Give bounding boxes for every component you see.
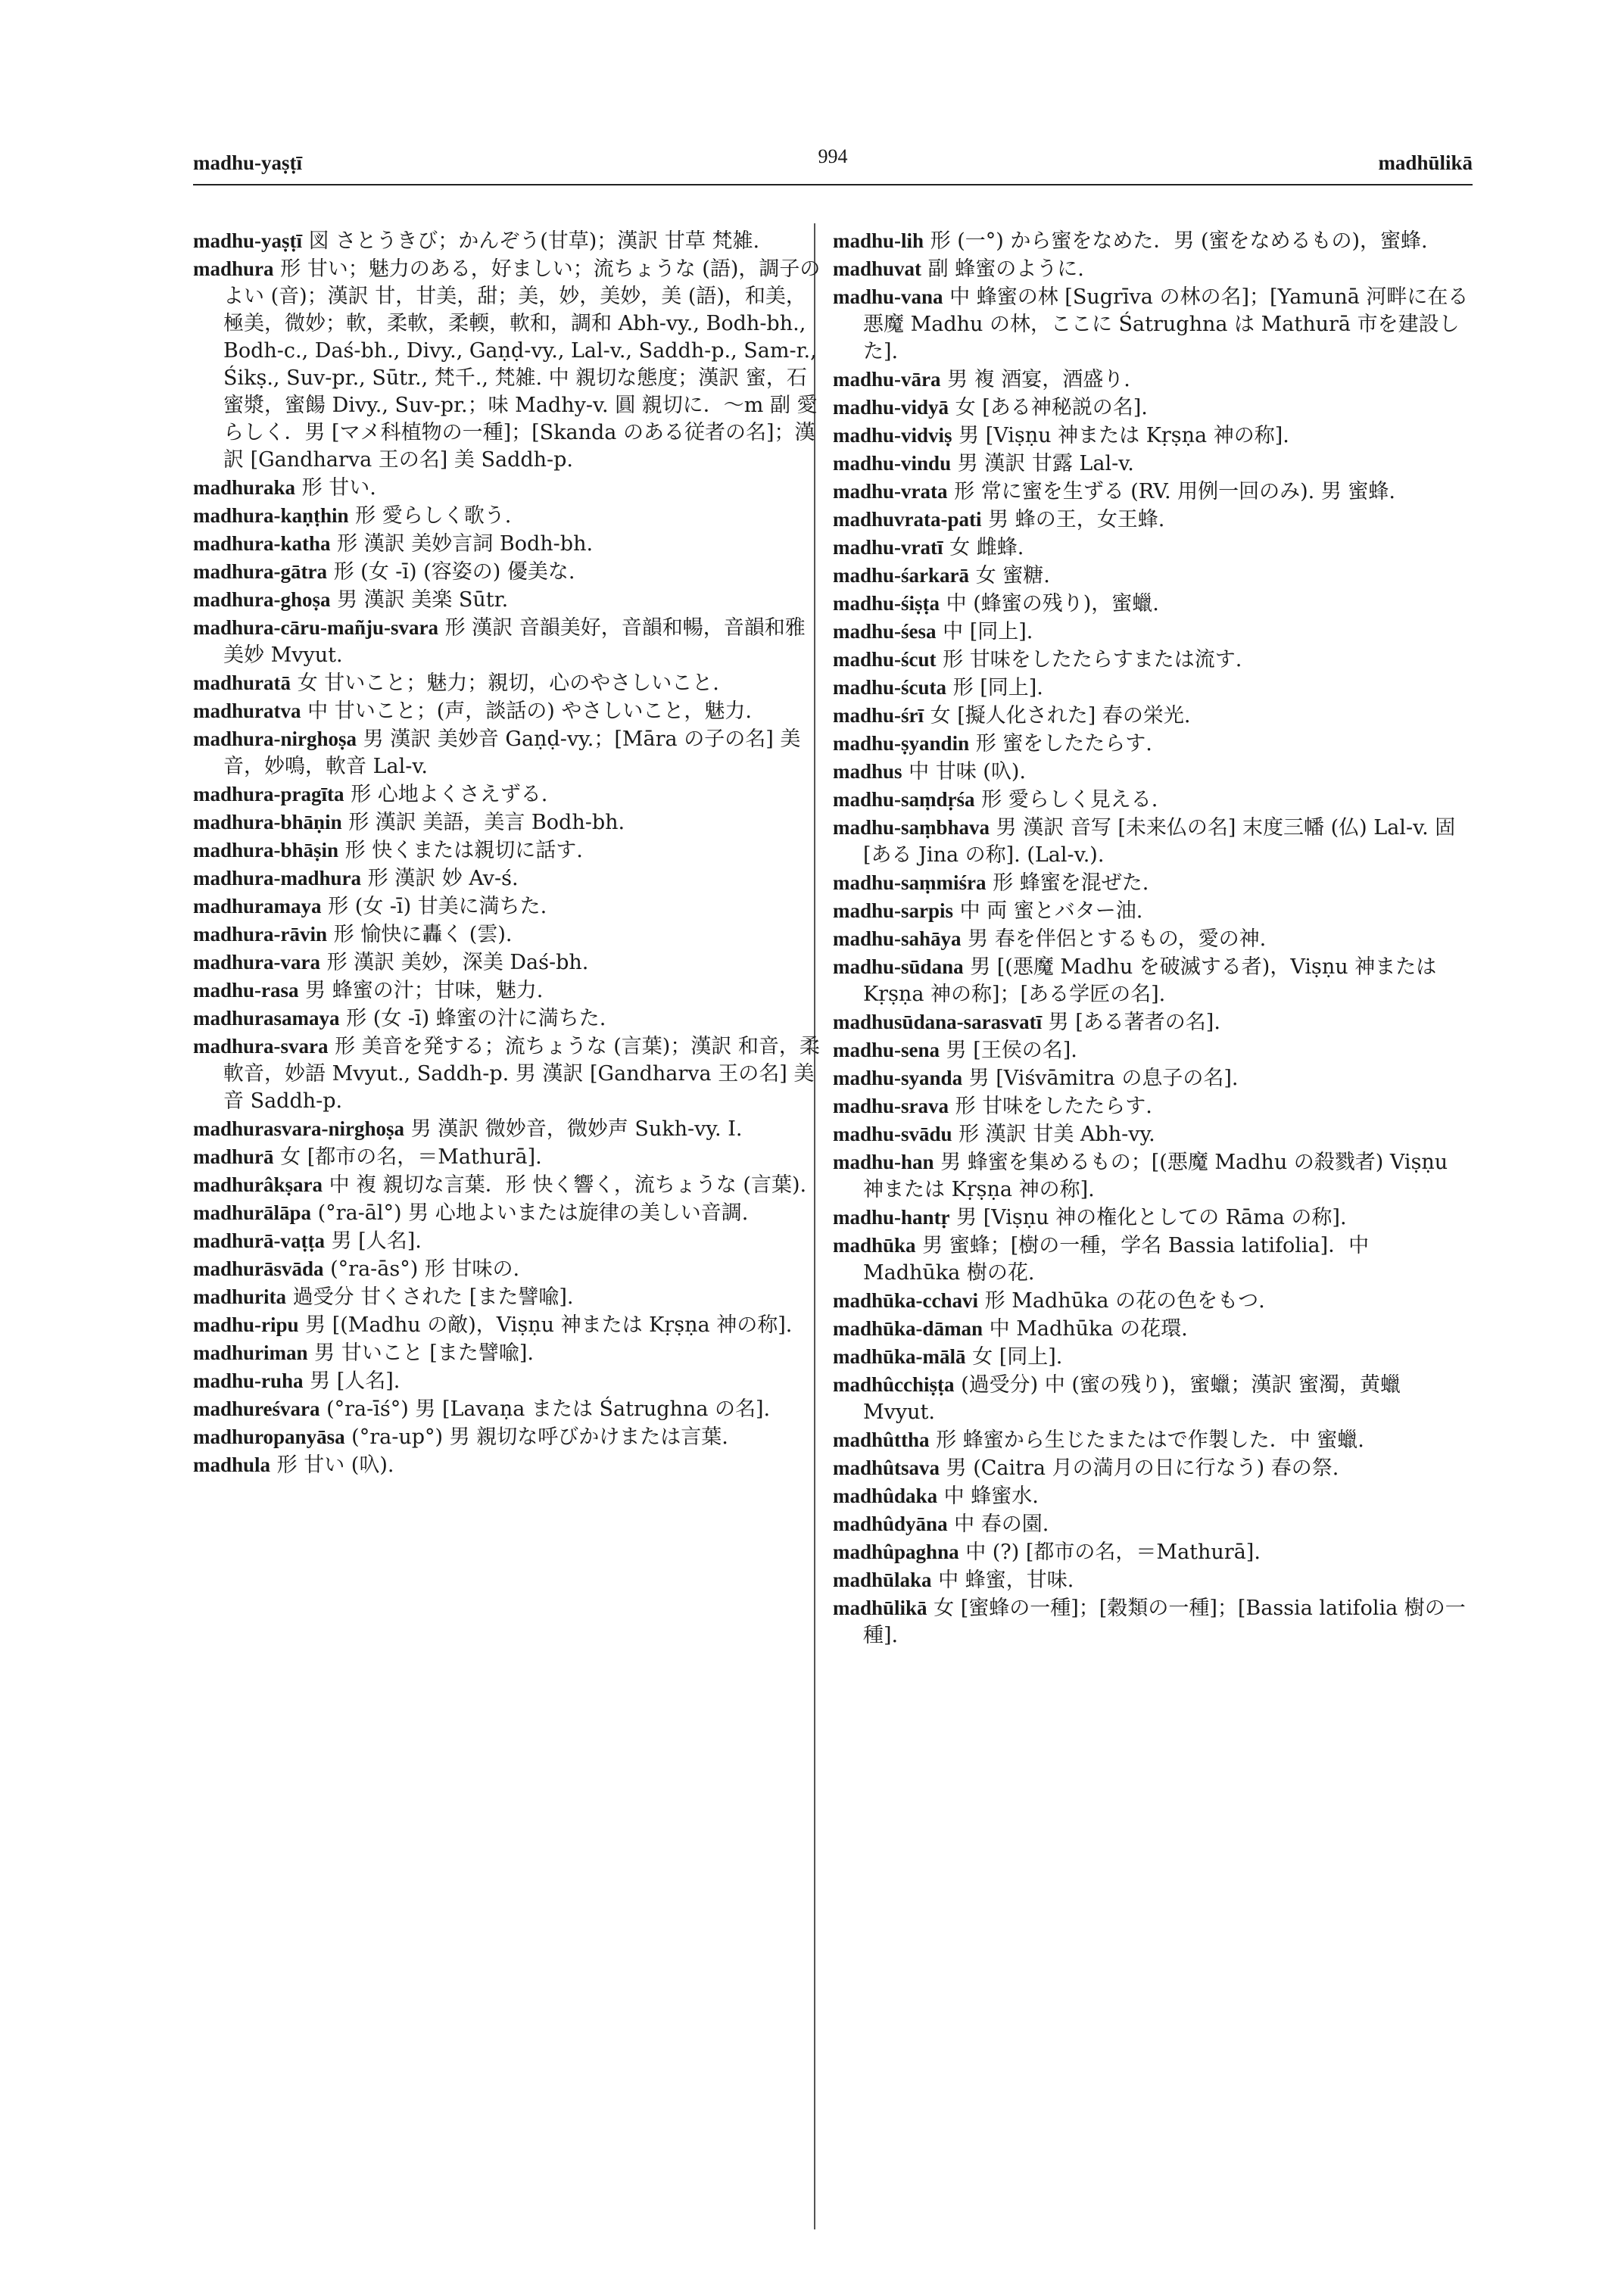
headword: madhu-han xyxy=(833,1151,934,1173)
headword: madhu-sūdana xyxy=(833,955,964,978)
definition: 男 複 酒宴，酒盛り. xyxy=(947,368,1130,391)
headword: madhu-śiṣṭa xyxy=(833,592,940,615)
definition: 男 甘いこと [また譬喩]. xyxy=(314,1341,534,1365)
definition: 男 [人名]. xyxy=(310,1369,401,1393)
headword: madhura-bhāṣin xyxy=(193,839,339,861)
headword: madhura-gātra xyxy=(193,560,327,583)
definition: 女 [都市の名，＝Mathurā]. xyxy=(280,1145,542,1169)
headword: madhura-ghoṣa xyxy=(193,588,331,611)
headword: madhûdyāna xyxy=(833,1513,948,1535)
headword: madhu-ruha xyxy=(193,1369,304,1392)
headword: madhu-ścut xyxy=(833,648,937,671)
definition: 男 蜂蜜を集めるもの；[(悪魔 Madhu の殺戮者) Viṣṇu 神または Kṛṣṇa 神の称]. xyxy=(863,1151,1448,1201)
headword: madhu-śarkarā xyxy=(833,564,970,587)
headword: madhu-srava xyxy=(833,1095,949,1117)
definition: (°ra-āl°) 男 心地よいまたは旋律の美しい音調. xyxy=(317,1201,749,1225)
dictionary-entry xyxy=(833,562,1473,590)
headword: madhurālāpa xyxy=(193,1201,312,1224)
dictionary-entry xyxy=(833,1120,1473,1148)
right-column xyxy=(833,227,1473,1650)
dictionary-entry xyxy=(193,255,821,474)
headword: madhûtsava xyxy=(833,1456,940,1479)
headword: madhuratva xyxy=(193,699,301,722)
definition: 形 甘味をしたたらすまたは流す. xyxy=(943,648,1242,671)
dictionary-entry xyxy=(193,1171,821,1199)
definition: 男 漢訳 美楽 Sūtr. xyxy=(337,588,509,612)
dictionary-entry xyxy=(193,227,821,255)
headword: madhu-vāra xyxy=(833,368,941,391)
definition: 形 [同上]. xyxy=(952,676,1043,699)
dictionary-entry xyxy=(193,977,821,1005)
headword: madhurāsvāda xyxy=(193,1257,324,1280)
dictionary-entry xyxy=(833,255,1473,283)
headword: madhura-nirghoṣa xyxy=(193,727,357,750)
definition: 図 さとうきび；かんぞう(甘草)；漢訳 甘草 梵雑. xyxy=(308,229,760,253)
headword: madhuramaya xyxy=(193,895,322,918)
dictionary-entry xyxy=(833,1538,1473,1566)
definition: 女 蜜糖. xyxy=(975,564,1050,587)
definition: 中 甘味 (叺). xyxy=(909,760,1026,784)
headword: madhu-saṃmiśra xyxy=(833,871,987,894)
definition: 形 漢訳 甘美 Abh-vy. xyxy=(959,1123,1155,1146)
page-number: 994 xyxy=(818,145,848,167)
dictionary-entry xyxy=(833,1008,1473,1036)
headword: madhu-svādu xyxy=(833,1123,952,1145)
headword: madhu-ścuta xyxy=(833,676,947,699)
definition: 形 (一°) から蜜をなめた．男 (蜜をなめるもの)，蜜蜂. xyxy=(930,229,1428,253)
dictionary-entry xyxy=(833,1036,1473,1064)
definition: 形 漢訳 美語，美言 Bodh-bh. xyxy=(348,811,625,834)
headword: madhurā-vaṭṭa xyxy=(193,1229,325,1252)
headword: madhu-vratī xyxy=(833,536,943,559)
definition: 形 (女 -ī) 甘美に満ちた. xyxy=(328,895,547,918)
dictionary-entry xyxy=(193,1367,821,1395)
dictionary-entry xyxy=(833,702,1473,730)
definition: 中 蜂蜜水. xyxy=(943,1485,1039,1508)
definition: 中 春の園. xyxy=(954,1513,1049,1536)
headword: madhu-sahāya xyxy=(833,927,962,950)
dictionary-entry xyxy=(193,1115,821,1143)
headword: madhu-vrata xyxy=(833,480,948,503)
definition: 女 [擬人化された] 春の栄光. xyxy=(930,704,1191,727)
definition: 男 漢訳 音写 [未来仏の名] 末度三幡 (仏) Lal-v. 固 [ある Jina の称]. (Lal-v.). xyxy=(863,816,1456,867)
dictionary-entry xyxy=(833,422,1473,450)
headword: madhurâkṣara xyxy=(193,1173,323,1196)
headword: madhūlaka xyxy=(833,1569,932,1591)
headword: madhu-ripu xyxy=(193,1313,299,1336)
definition: 男 漢訳 美妙音 Gaṇḍ-vy.；[Māra の子の名] 美音，妙鳴，軟音 Lal-v. xyxy=(223,727,801,778)
headword: madhurita xyxy=(193,1285,287,1308)
headword: madhura-pragīta xyxy=(193,783,344,805)
dictionary-entry xyxy=(833,590,1473,618)
headword: madhu-sarpis xyxy=(833,899,954,922)
running-head-right: madhūlikā xyxy=(1378,151,1473,174)
definition: 男 蜂蜜の汁；甘味，魅力. xyxy=(305,979,544,1002)
definition: 男 [王侯の名]. xyxy=(946,1039,1077,1062)
headword: madhura-cāru-mañju-svara xyxy=(193,616,438,639)
definition: 中 両 蜜とバター油. xyxy=(959,899,1143,923)
definition: 形 甘い. xyxy=(301,476,376,500)
definition: 男 [Viṣṇu 神または Kṛṣṇa 神の称]. xyxy=(959,424,1289,447)
dictionary-entry xyxy=(833,730,1473,758)
definition: 女 [ある神秘説の名]. xyxy=(955,396,1148,419)
dictionary-entry xyxy=(193,1283,821,1311)
running-head-left: madhu-yaṣṭī xyxy=(193,151,303,174)
dictionary-entry xyxy=(193,1255,821,1283)
headword: madhu-vidviṣ xyxy=(833,424,952,447)
headword: madhuvat xyxy=(833,257,922,280)
dictionary-entry xyxy=(833,450,1473,478)
definition: 男 春を伴侶とするもの，愛の神. xyxy=(968,927,1267,951)
dictionary-entry xyxy=(833,1343,1473,1371)
headword: madhu-vidyā xyxy=(833,396,949,419)
definition: 中 複 親切な言葉．形 快く響く，流ちょうな (言葉). xyxy=(329,1173,807,1197)
definition: 男 [(Madhu の敵)，Viṣṇu 神または Kṛṣṇa 神の称]. xyxy=(305,1313,793,1337)
dictionary-entry xyxy=(833,674,1473,702)
dictionary-entry xyxy=(193,669,821,697)
dictionary-entry xyxy=(193,1199,821,1227)
headword: madhuvrata-pati xyxy=(833,508,982,531)
dictionary-entry xyxy=(833,478,1473,506)
headword: madhu-rasa xyxy=(193,979,299,1002)
definition: 形 (女 -ī) (容姿の) 優美な. xyxy=(333,560,575,584)
definition: 形 愉快に轟く (雲). xyxy=(333,923,513,946)
headword: madhuriman xyxy=(193,1341,308,1364)
definition: 形 漢訳 美妙言詞 Bodh-bh. xyxy=(337,532,594,556)
dictionary-entry xyxy=(193,474,821,502)
headword: madhûttha xyxy=(833,1428,930,1451)
headword: madhu-yaṣṭī xyxy=(193,229,303,252)
headword: madhurā xyxy=(193,1145,274,1168)
headword: madhurasamaya xyxy=(193,1007,340,1030)
headword: madhu-śrī xyxy=(833,704,924,727)
dictionary-entry xyxy=(833,758,1473,786)
definition: 形 愛らしく見える. xyxy=(981,788,1158,812)
definition: 形 甘い；魅力のある，好ましい；流ちょうな (語)，調子のよい (音)；漢訳 甘，甘美，甜；美，妙，美妙，美 (語)，和美，極美，微妙；軟，柔軟，柔輭，軟和，調和 Abh-vy., Bodh-bh., Bodh-c., Daś-bh., Divy., Gaṇḍ-vy., Lal-v., Saddh-p., Sam-r., Śikṣ., Suv-pr., Sūtr., 梵千., 梵雑. 中 親切な態度；漢訳 蜜，石蜜漿，蜜餳 Divy., Suv-pr.；味 Madhy-v. 圓 親切に．～m 副 愛らしく．男 [マメ科植物の一種]；[Skanda のある従者の名]；漢訳 [Gandharva 王の名] 美 Saddh-p. xyxy=(223,257,821,472)
definition: 中 [同上]. xyxy=(943,620,1033,643)
dictionary-entry xyxy=(193,1339,821,1367)
dictionary-entry xyxy=(833,1204,1473,1232)
headword: madhurasvara-nirghoṣa xyxy=(193,1117,405,1140)
dictionary-entry xyxy=(193,614,821,669)
definition: 男 [Viṣṇu 神の権化としての Rāma の称]. xyxy=(956,1206,1347,1229)
headword: madhu-saṃbhava xyxy=(833,816,990,839)
definition: 男 [人名]. xyxy=(331,1229,422,1253)
headword: madhura-svara xyxy=(193,1035,329,1058)
headword: madhu-vindu xyxy=(833,452,952,475)
definition: 女 [同上]. xyxy=(972,1345,1063,1369)
dictionary-entry xyxy=(193,1227,821,1255)
dictionary-entry xyxy=(833,1426,1473,1454)
dictionary-entry xyxy=(193,865,821,893)
definition: 形 心地よくさえずる. xyxy=(351,783,548,806)
definition: 形 甘い (叺). xyxy=(276,1453,394,1477)
dictionary-entry xyxy=(193,1005,821,1033)
headword: madhūka-dāman xyxy=(833,1317,983,1340)
dictionary-entry xyxy=(833,953,1473,1008)
dictionary-entry xyxy=(193,1143,821,1171)
headword: madhu-śesa xyxy=(833,620,937,643)
dictionary-entry xyxy=(833,366,1473,394)
dictionary-entry xyxy=(193,1395,821,1423)
dictionary-entry xyxy=(193,558,821,586)
dictionary-entry xyxy=(193,808,821,837)
headword: madhūka-mālā xyxy=(833,1345,966,1368)
dictionary-entry xyxy=(833,1371,1473,1426)
headword: madhureśvara xyxy=(193,1397,320,1420)
headword: madhu-syanda xyxy=(833,1067,963,1089)
headword: madhûpaghna xyxy=(833,1541,959,1563)
definition: 男 (Caitra 月の満月の日に行なう) 春の祭. xyxy=(946,1456,1339,1480)
dictionary-entry xyxy=(833,618,1473,646)
definition: 形 Madhūka の花の色をもつ. xyxy=(984,1289,1265,1313)
dictionary-entry xyxy=(193,780,821,808)
headword: madhu-hantṛ xyxy=(833,1206,950,1229)
headword: madhula xyxy=(193,1453,271,1476)
dictionary-entry xyxy=(833,1566,1473,1594)
dictionary-entry xyxy=(833,925,1473,953)
dictionary-entry xyxy=(193,502,821,530)
headword: madhûdaka xyxy=(833,1485,938,1507)
definition: 男 漢訳 甘露 Lal-v. xyxy=(957,452,1134,475)
dictionary-entry xyxy=(833,1594,1473,1650)
definition: 男 漢訳 微妙音，微妙声 Sukh-vy. I. xyxy=(410,1117,743,1141)
dictionary-entry xyxy=(193,949,821,977)
dictionary-entry xyxy=(193,921,821,949)
definition: 形 甘味をしたたらす. xyxy=(955,1095,1152,1118)
headword: madhu-sena xyxy=(833,1039,940,1061)
dictionary-entry xyxy=(833,534,1473,562)
definition: 中 蜂蜜の林 [Sugrīva の林の名]；[Yamunā 河畔に在る悪魔 Madhu の林，ここに Śatrughna は Mathurā 市を建設した]. xyxy=(863,285,1469,363)
headword: madhura-kaṇṭhin xyxy=(193,504,349,527)
headword: madhûcchiṣṭa xyxy=(833,1373,955,1396)
left-column xyxy=(193,227,821,1479)
dictionary-entry xyxy=(193,1033,821,1115)
dictionary-entry xyxy=(833,786,1473,814)
dictionary-entry xyxy=(833,1287,1473,1315)
definition: (°ra-ās°) 形 甘味の. xyxy=(330,1257,520,1281)
dictionary-entry xyxy=(193,725,821,780)
dictionary-entry xyxy=(833,1454,1473,1482)
definition: 形 常に蜜を生ずる (RV. 用例一回のみ). 男 蜜蜂. xyxy=(954,480,1395,503)
dictionary-entry xyxy=(193,1423,821,1451)
definition: 男 [(悪魔 Madhu を破滅する者)，Viṣṇu 神または Kṛṣṇa 神の称]；[ある学匠の名]. xyxy=(863,955,1437,1006)
definition: (過受分) 中 (蜜の残り)，蜜蠟；漢訳 蜜濁，黄蠟 Mvyut. xyxy=(863,1373,1401,1424)
dictionary-entry xyxy=(833,1232,1473,1287)
definition: 中 (?) [都市の名，＝Mathurā]. xyxy=(965,1541,1261,1564)
dictionary-entry xyxy=(193,697,821,725)
definition: 中 蜂蜜，甘味. xyxy=(938,1569,1074,1592)
definition: 女 [蜜蜂の一種]；[穀類の一種]；[Bassia latifolia 樹の一種]. xyxy=(863,1597,1466,1647)
header-rule xyxy=(193,184,1473,185)
definition: 男 [Viśvāmitra の息子の名]. xyxy=(968,1067,1239,1090)
headword: madhūka xyxy=(833,1234,916,1257)
headword: madhura xyxy=(193,257,274,280)
dictionary-entry xyxy=(833,1510,1473,1538)
definition: 中 Madhūka の花環. xyxy=(989,1317,1188,1341)
dictionary-entry xyxy=(833,1092,1473,1120)
definition: (°ra-īś°) 男 [Lavaṇa または Śatrughna の名]. xyxy=(326,1397,771,1421)
definition: 形 快くまたは親切に話す. xyxy=(344,839,583,862)
dictionary-entry xyxy=(193,1311,821,1339)
headword: madhu-lih xyxy=(833,229,924,252)
dictionary-entry xyxy=(833,897,1473,925)
dictionary-entry xyxy=(193,837,821,865)
definition: 形 漢訳 妙 Av-ś. xyxy=(367,867,519,890)
dictionary-entry xyxy=(833,1064,1473,1092)
dictionary-entry xyxy=(833,814,1473,869)
headword: madhura-bhāṇin xyxy=(193,811,342,833)
headword: madhu-vana xyxy=(833,285,943,308)
headword: madhusūdana-sarasvatī xyxy=(833,1011,1043,1033)
definition: 形 蜜をしたたらす. xyxy=(975,732,1152,756)
definition: 形 蜂蜜を混ぜた. xyxy=(993,871,1149,895)
headword: madhuropanyāsa xyxy=(193,1425,345,1448)
headword: madhuratā xyxy=(193,671,291,694)
dictionary-entry xyxy=(193,893,821,921)
definition: 過受分 甘くされた [また譬喩]. xyxy=(292,1285,574,1309)
definition: (°ra-up°) 男 親切な呼びかけまたは言葉. xyxy=(351,1425,728,1449)
definition: 形 愛らしく歌う. xyxy=(355,504,512,528)
dictionary-entry xyxy=(833,1315,1473,1343)
headword: madhura-madhura xyxy=(193,867,362,889)
dictionary-entry xyxy=(833,227,1473,255)
dictionary-entry xyxy=(833,869,1473,897)
definition: 女 雌蜂. xyxy=(949,536,1024,559)
definition: 形 蜂蜜から生じたまたはで作製した．中 蜜蠟. xyxy=(936,1428,1364,1452)
dictionary-entry xyxy=(833,506,1473,534)
definition: 女 甘いこと；魅力；親切，心のやさしいこと. xyxy=(297,671,719,695)
dictionary-entry xyxy=(833,1482,1473,1510)
dictionary-entry xyxy=(833,646,1473,674)
headword: madhūka-cchavi xyxy=(833,1289,979,1312)
definition: 中 (蜂蜜の残り)，蜜蠟. xyxy=(946,592,1159,615)
page-header xyxy=(193,145,1473,182)
definition: 中 甘いこと；(声，談話の) やさしいこと，魅力. xyxy=(307,699,752,723)
definition: 形 (女 -ī) 蜂蜜の汁に満ちた. xyxy=(346,1007,606,1030)
definition: 形 漢訳 美妙，深美 Daś-bh. xyxy=(326,951,589,974)
definition: 男 蜜蜂；[樹の一種，学名 Bassia latifolia]．中 Madhūka 樹の花. xyxy=(863,1234,1370,1285)
dictionary-entry xyxy=(833,394,1473,422)
headword: madhu-ṣyandin xyxy=(833,732,970,755)
definition: 形 美音を発する；流ちょうな (言葉)；漢訳 和音，柔軟音，妙語 Mvyut., Saddh-p. 男 漢訳 [Gandharva 王の名] 美音 Saddh-p. xyxy=(223,1035,820,1113)
headword: madhura-rāvin xyxy=(193,923,328,946)
headword: madhura-katha xyxy=(193,532,331,555)
dictionary-entry xyxy=(193,1451,821,1479)
headword: madhura-vara xyxy=(193,951,320,974)
headword: madhu-saṃdṛśa xyxy=(833,788,975,811)
dictionary-entry xyxy=(833,283,1473,366)
headword: madhūlikā xyxy=(833,1597,927,1619)
dictionary-entry xyxy=(833,1148,1473,1204)
headword: madhuraka xyxy=(193,476,296,499)
definition: 男 [ある著者の名]. xyxy=(1048,1011,1220,1034)
definition: 形 漢訳 音韻美好，音韻和暢，音韻和雅美妙 Mvyut. xyxy=(223,616,806,667)
dictionary-entry xyxy=(193,530,821,558)
definition: 男 蜂の王，女王蜂. xyxy=(988,508,1165,531)
headword: madhus xyxy=(833,760,902,783)
dictionary-entry xyxy=(193,586,821,614)
definition: 副 蜂蜜のように. xyxy=(927,257,1084,281)
